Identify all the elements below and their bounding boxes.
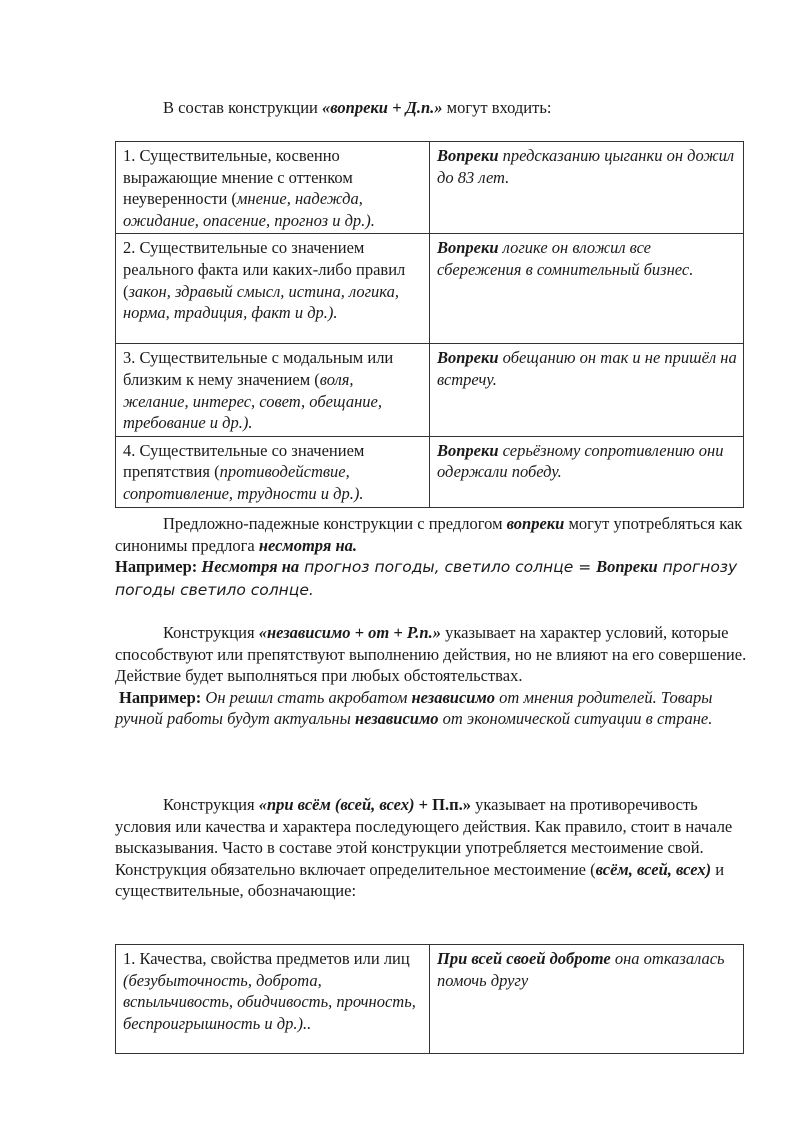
example-text: обещанию он так и не пришёл на встречу.	[437, 348, 737, 389]
example-text: прогнозу погоды светило солнце.	[115, 558, 738, 599]
paragraph-nezavisimo	[115, 622, 755, 730]
paragraph-text: Конструкция	[163, 623, 259, 642]
paragraph-text: и существительные, обозначающие:	[115, 859, 725, 901]
construction: «при всём (всей, всех)	[258, 795, 415, 814]
paragraph-vopreki	[115, 513, 755, 601]
category-examples: (безубыточность, доброта, вспыльчивость, обидчивость, прочность, беспроигрышность и др.)..	[123, 970, 416, 1033]
intro-line	[163, 98, 551, 118]
category-text: 3. Существительные с модальным или близким к нему значением (	[123, 348, 394, 389]
table-cell-category	[116, 945, 430, 1054]
table-row	[116, 436, 744, 507]
table-cell-category	[116, 234, 430, 344]
example-text: прогноз погоды, светило солнце =	[299, 558, 597, 577]
example-keyword: Вопреки	[437, 146, 499, 165]
example-text: Он решил стать акробатом	[201, 687, 412, 707]
example-text: серьёзному сопротивлению они одержали победу.	[437, 440, 724, 482]
category-text: 1. Существительные, косвенно выражающие мнение с оттенком неуверенности (	[123, 146, 353, 209]
keyword: вопреки	[506, 514, 565, 533]
table-cell-category	[116, 344, 430, 436]
example-text: логике он вложил все сбережения в сомнительный бизнес.	[437, 238, 694, 279]
example-keyword: Вопреки	[596, 557, 658, 577]
keyword: всём, всей, всех)	[595, 859, 712, 879]
construction: «независимо + от + Р.п.»	[258, 623, 441, 642]
example-label: Например:	[115, 557, 202, 577]
paragraph-text: указывает на характер условий, которые способствуют или препятствуют выполнению действия, но не влияют на его совершение. Действие будет выполняться при любых обстоятельствах.	[115, 623, 747, 686]
table-cell-category	[116, 142, 430, 234]
example-text: она отказалась помочь другу	[437, 949, 725, 990]
example-keyword: При всей своей доброте	[437, 949, 611, 968]
example-keyword: Вопреки	[437, 238, 499, 258]
example-keyword: независимо	[411, 687, 496, 707]
paragraph-text: Конструкция	[163, 795, 259, 814]
example-keyword: Несмотря на	[201, 557, 300, 577]
paragraph-text: Предложно-падежные конструкции с предлогом	[163, 514, 507, 533]
construction: + П.п.»	[414, 795, 472, 814]
example-text: от экономической ситуации в стране.	[438, 709, 713, 729]
pri-vsyom-table	[115, 944, 744, 1054]
category-text: 4. Существительные со значением препятствия (	[123, 440, 365, 482]
table-cell-example	[430, 344, 744, 436]
table-row	[116, 142, 744, 234]
keyword: несмотря на.	[258, 535, 357, 555]
category-examples: противодействие, сопротивление, трудности и др.).	[123, 462, 364, 503]
example-keyword: независимо	[354, 709, 439, 729]
paragraph-text: могут употребляться как синонимы предлога	[115, 514, 743, 555]
table-cell-example	[430, 436, 744, 507]
table-cell-example	[430, 234, 744, 344]
paragraph-pri-vsyom	[115, 794, 755, 902]
table-cell-category	[116, 436, 430, 507]
example-keyword: Вопреки	[437, 348, 499, 368]
table-cell-example	[430, 945, 744, 1054]
intro-construction: «вопреки + Д.п.»	[322, 98, 443, 117]
category-examples: мнение, надежда, ожидание, опасение, прогноз и др.).	[123, 189, 375, 230]
vopreki-table	[115, 141, 744, 508]
table-cell-example	[430, 142, 744, 234]
table-row	[116, 234, 744, 344]
category-examples: воля, желание, интерес, совет, обещание, требование и др.).	[123, 369, 382, 433]
paragraph-text: указывает на противоречивость условия или качества и характера последующего действия. Как правило, стоит в начале высказывания. Часто в составе этой конструкции употребляется местоимение свой. Конструкция обязательно включает определительное местоимение (	[115, 795, 733, 879]
example-label: Например:	[119, 687, 202, 707]
category-examples: закон, здравый смысл, истина, логика, норма, традиция, факт и др.).	[123, 281, 399, 323]
category-text: 2. Существительные со значением реального факта или каких-либо правил (	[123, 238, 406, 301]
example-keyword: Вопреки	[437, 440, 499, 460]
table-row	[116, 945, 744, 1054]
example-text: от мнения родителей. Товары ручной работы будут актуальны	[115, 687, 713, 729]
intro-suffix: могут входить:	[442, 98, 552, 117]
category-text: 1. Качества, свойства предметов или лиц	[123, 949, 410, 968]
table-row	[116, 344, 744, 436]
intro-prefix: В состав конструкции	[163, 98, 322, 117]
example-text: предсказанию цыганки он дожил до 83 лет.	[437, 146, 735, 187]
